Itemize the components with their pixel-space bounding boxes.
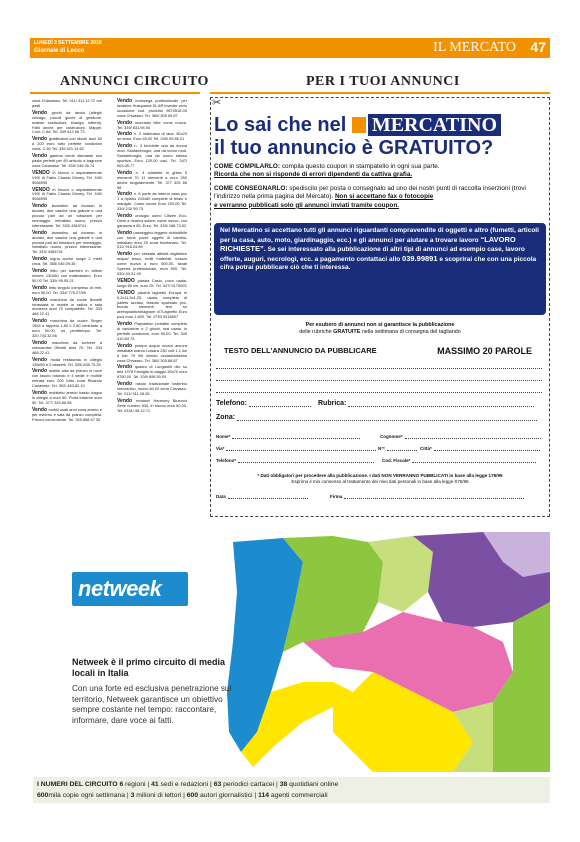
ad-text: mobile sala da pranzo in noce con tavolo rotondo e 4 sedie e mobile entrata euro 200 tutto zona Rivarolo Canavese. Tel. 392/ 453.82.10 (32, 368, 102, 389)
ad-text: lavandino ad incasso in acciaio, due vasche una grande e una piccola pari ad un tubazioni per montaggio, imballato nuovo, prezzo interessante. Tel. 333/ 4383741 (32, 203, 102, 228)
ad-verb: Vendo (117, 321, 135, 328)
section-divider-right (210, 92, 550, 94)
ad-text-line-1[interactable] (216, 368, 542, 369)
stat-number: 63 (213, 781, 222, 788)
phone2-field[interactable] (216, 458, 374, 463)
section-divider-left (30, 92, 200, 94)
ad-verb: VENDO (117, 277, 138, 284)
classified-ad (117, 121, 187, 131)
ad-verb: Vendo (32, 256, 51, 263)
ad-text: macchina da cucire Singer 1954 a tappeto 1,80 x 2,80 centrante a euro 50,00, no perditempo. Tel. 320.743.32.56 (32, 318, 102, 338)
form-max-words: MASSIMO 20 PAROLE (437, 346, 532, 356)
ad-text: macchina da scrivere a cotocamice Olivetti anni 70. Tel. 333 468.22.41 (32, 339, 102, 355)
classified-ad (117, 279, 187, 289)
ad-verb: Vendo (32, 136, 49, 143)
ad-verb: Vendo (32, 406, 49, 413)
ad-verb: VENDO (117, 289, 138, 296)
classified-ad (117, 291, 187, 320)
classified-ad (117, 144, 187, 169)
ad-text: moda restaurata in ciliegio 138x50 e 2 cassetti. Tel. 339/ 839.73.25 (32, 356, 102, 367)
phone-field[interactable] (216, 400, 311, 407)
ad-verb: Vendo (32, 368, 49, 375)
ad-text: mountain bike come nuova. Tel. 339/ 831.94.94 (117, 119, 187, 130)
info-box (214, 223, 546, 315)
numbers-heading: I NUMERI DEL CIRCUITO (37, 781, 120, 788)
ad-verb: Vendo (117, 169, 136, 176)
street-number-label: N°* (378, 446, 385, 451)
ad-text: per cessata attività tagliatrice acqua/ lesso, molti materiali, torsolo come nuova a euro 500,00, taxati Spectra professionale, euro 500. Tel. 030/ 93.31 49 (117, 251, 187, 276)
ad-text: mobiletto arredo basso bagno in ciliegio a euro 50. Porta insieme euro 50. Tel. 377/ 325.66.98 (32, 390, 102, 405)
ad-text: passeggino leggero richiudibile con torna pochi oggetti di cambio, imballato euro 20 zona Montanaro. Tel. 011/ 918.04.89 (117, 229, 187, 250)
ad-text: letto singolo compreso di rete, euro 50,00. Tel. 334/ 779.27/59 (32, 284, 102, 295)
ad-text: n. 3 biciclette una da donna mod. Santambrogio, una da uomo mod. Santambrogio, una da uomo stesso sportiva. Euro 120,00 cad. Tel. 347/ 503.05.77 (117, 143, 187, 168)
privacy-line-2: Esprimo il mio consenso al trattamento dei miei dati personali in base alla legge 675/96 (291, 479, 469, 484)
compile-label: COME COMPILARLO: (214, 163, 281, 170)
ad-text: piastra Casio, poco usata, lungo 60 cm, euro 25. Tel. 347/ 9170003 (117, 277, 188, 288)
stat-number: 114 (258, 792, 270, 799)
netweek-logo (72, 572, 188, 606)
city-field[interactable] (420, 446, 540, 451)
privacy-note (214, 473, 546, 485)
ad-text: orologio uomo Citizen Eco-Drive a ricarica solare, come nuovo, con garanzia a 65. Euro. Tel. 339/ 168.73.52 (117, 213, 187, 228)
info-text-1: Nel Mercatino si accettano tutti gli annunci riguardanti compravendite di oggetti e altro (fumetti, articoli per la casa, auto, moto, giardinaggio, ecc.) e gli annunci per aiutare a trovare lavoro (220, 227, 539, 244)
classified-ad (32, 137, 102, 152)
classified-ad (117, 231, 187, 251)
headline-part-a: Lo sai che nel (214, 114, 347, 136)
info-phone: 039.99891 (402, 253, 438, 263)
signature-label: Firma (330, 494, 343, 499)
classified-ad (117, 344, 187, 364)
classified-ad (117, 171, 187, 191)
note-line-1: Per esubero di annunci non si garantisce la pubblicazione (305, 322, 455, 328)
ad-text: quadro di Longarelli olio su tela 1978 Famiglia in viaggio 50x70 euro 8750,00. Tel. 339/ 696.50.00 (117, 364, 187, 380)
ad-verb: Vendo (32, 229, 52, 236)
info-text-2: Se sei interessato alla pubblicazione di altri tipi di annunci ad esempio case, lavoro offerte, auguri, necrologi, ecc. a pagamento contattaci allo (220, 246, 525, 263)
ad-verb: Vendo (32, 318, 51, 325)
rubrica-label: Rubrica: (318, 400, 347, 407)
classified-ad (32, 341, 102, 356)
ad-verb: Vendo (117, 98, 136, 104)
stat-label: mila copie ogni settimana | (48, 792, 131, 799)
zona-label: Zona: (216, 414, 236, 421)
section-title-annunci-circuito: ANNUNCI CIRCUITO (60, 74, 209, 89)
netweek-logo-text: netweek (78, 576, 162, 601)
section-brand: IL MERCATO (433, 40, 516, 55)
classified-ad (32, 154, 102, 169)
stat-label: sedi e redazioni | (158, 781, 214, 788)
surname-field[interactable] (380, 434, 541, 439)
classified-ad (32, 286, 102, 296)
tax-code-label: Cod. Fiscale* (382, 458, 411, 463)
ad-verb: Vendo (117, 213, 136, 220)
surname-label: Cognome* (380, 434, 403, 439)
compile-warning: Ricorda che non si risponde di errori dipendenti da cattiva grafia. (214, 171, 413, 179)
classified-ad (32, 171, 102, 186)
ad-text: zona Chiavasso. Tel. 011/ 911.12.72 ore pasti (32, 98, 102, 108)
ad-verb: Vendo (117, 191, 134, 198)
ad-text: gamma verde diamante con pasta perfetti per 80 articolo a bagnone zona Canavese. Tel. 339/ 246.26.74 (32, 153, 102, 168)
street-number-field[interactable] (378, 446, 417, 451)
classified-ad (32, 204, 102, 229)
ad-verb: Vendo (117, 381, 136, 388)
privacy-line-1: * Dati obbligatori per procedere alla pubblicazione. I dati NON VERRANNO PUBBLICATI in base alla legge 176/95 (257, 473, 503, 478)
ad-verb: Vendo (117, 229, 134, 236)
stat-number: 38 (279, 781, 288, 788)
ad-text: in blocco o separatamente VHS di Fabio Classic Disney. Tel. 340/ 9066995 (32, 169, 102, 185)
phone-label: Telefono: (216, 400, 247, 407)
note-line-2a: delle rubriche (299, 329, 332, 335)
ad-verb: Vendo (32, 109, 52, 116)
ad-text: mobili usati anni zona arredo e per esterno e sala da pranzo completa. Prezzo conveniente. Tel. 349 858 67 30 (32, 406, 102, 422)
ad-text: rasoio tradizionale ballerino meccanico, nuovo 60,00 zona Chivasso. Tel. 011/ 911.28.05 (117, 381, 187, 396)
ad-text: romanzi Harmony Bluevoir Serie numero 534, in blocco euro 50,00. Tel. 0331/ 96.12.71 (117, 397, 187, 413)
ad-verb: Vendo (32, 390, 49, 397)
form-title-text: TESTO DELL'ANNUNCIO DA PUBBLICARE (224, 346, 377, 355)
ad-verb: Vendo (32, 153, 50, 160)
netweek-panel (33, 532, 550, 772)
ad-verb: Vendo (32, 356, 51, 363)
classified-ad (32, 99, 102, 109)
date-label: Data (216, 494, 226, 499)
street-field[interactable] (216, 446, 376, 451)
rubrica-field[interactable] (318, 400, 534, 407)
stat-label: regioni | (123, 781, 152, 788)
tax-code-field[interactable] (382, 458, 536, 463)
info-text-3: e scoprirai che con una piccola cifra potrai pubblicare ciò che ti interessa. (220, 255, 537, 272)
ad-text: motosega professionale per lavatrice Husqvarna 51 AR inverter verio occasione cod. prodotto 9670516-00 zona Chivasso. Tel. 380/ 309 69 87 (117, 98, 187, 118)
ad-verb: Vendo (32, 284, 49, 291)
circuit-numbers-bar (33, 777, 550, 803)
compile-text: compila questo coupon in stampatello in ogni sua parte. (281, 163, 440, 170)
northern-italy-map (33, 532, 550, 772)
classified-ad (32, 408, 102, 423)
ad-text: Playstation portatile completo di caricatore e 2 giochi, mai usata, in perfette condizioni, euro 50,00. Tel. 349 419 84 73 (117, 321, 187, 341)
stat-label: periodici cartacei | (221, 781, 280, 788)
deliver-warning-2: e verranno pubblicati solo gli annunci inviati tramite coupon. (214, 201, 399, 209)
street-label: Via* (216, 446, 225, 451)
ad-verb: Vendo (117, 251, 135, 258)
name-field[interactable] (216, 434, 360, 439)
classified-ad (32, 111, 102, 136)
stat-number: 600 (37, 792, 49, 799)
stat-label: milioni di lettori | (134, 792, 187, 799)
ad-text: letto per bambini in ottime misure 130x60 con materassino. Euro 50,00 Tel. 339/ 95.95.21 (32, 268, 102, 283)
issue-date: LUNEDÌ 3 SETTEMBRE 2018 (34, 40, 102, 46)
ad-verb: Vendo (117, 397, 136, 404)
classified-ad (117, 322, 187, 342)
classified-ad (117, 214, 187, 229)
ad-text-line-2[interactable] (216, 380, 542, 381)
classifieds-column-1 (32, 99, 102, 424)
classified-ad (32, 358, 102, 368)
section-title-tuoi-annunci: PER I TUOI ANNUNCI (306, 74, 460, 89)
classified-ad (117, 252, 187, 277)
classified-ad (32, 188, 102, 203)
ad-verb: Vendo (32, 203, 52, 210)
stat-number: 600 (186, 792, 199, 799)
ad-verb: Vendo (117, 131, 135, 138)
newspaper-name: Giornale di Lecco (34, 48, 85, 54)
classified-ad (32, 257, 102, 267)
stat-label: agenti commerciali (269, 792, 328, 799)
classified-ad (32, 319, 102, 339)
classified-ad (117, 132, 187, 142)
stat-label: autori giornalistici | (198, 792, 259, 799)
orange-square-icon (352, 117, 366, 133)
publication-note (214, 322, 546, 336)
ad-verb: Vendo (32, 268, 51, 275)
top-bar (30, 38, 550, 58)
ad-verb: Vendo (117, 364, 135, 371)
zona-field[interactable] (216, 414, 537, 421)
deliver-label: COME CONSEGNARLO: (214, 185, 288, 192)
stat-number: 41 (151, 781, 159, 788)
classified-ad (32, 231, 102, 256)
city-label: Città* (420, 446, 432, 451)
deliver-text: spediscilo per posta o consegnalo ad uno dei nostri punti di raccolta inserzioni (trovi l'indirizzo nella prima pagina del Mercato). (214, 185, 526, 201)
ad-verb: Vendo (117, 342, 135, 349)
note-line-2c: nella settimana di consegna del tagliando (361, 329, 461, 335)
compile-instructions (214, 163, 546, 180)
stat-label: quotidiani online (287, 781, 339, 788)
ad-text: piscina laghetto Europa m 5,2x11,5x1,25, usata, completa di pallets acciaio, tessuto spalmato pvc, tenuta elementi, telo su areeoplastichelagrane 4/7Laghetto Euro pool euro 1.800. Tel. 0753 9316607 (117, 289, 187, 320)
ad-verb: VENDO (32, 186, 53, 193)
phone2-label: Telefono* (216, 458, 237, 463)
classified-ad (32, 298, 102, 318)
ad-verb: Vendo (32, 296, 51, 303)
ad-verb: VENDO (32, 169, 53, 176)
stat-number: 6 (119, 781, 124, 788)
classified-ad (117, 99, 187, 119)
signature-field[interactable] (330, 494, 524, 499)
ad-text: legna anche lunga 2 metri circa. Tel. 355/ 045.09.35 (32, 256, 102, 267)
classified-ad (32, 369, 102, 389)
stat-number: 3 (130, 792, 135, 799)
deliver-instructions (214, 185, 546, 210)
classified-ad (117, 399, 187, 414)
ad-text: in blocco o separatamente VHS di Fabio Classic Disney. Tel. 340/ 9066995 (32, 186, 102, 202)
ad-text: lavandino ad incasso in acciaio, due vasche una grande e una piccola pari ad tubazioni per montaggio, imballato nuovo, prezzo interessante. Tel. 333/ 4383741 (32, 229, 102, 255)
ad-text: gratificatori con dischi anni 60 a 200 euro tutto perfette condizioni zona: C.60 Tel. 339 521.14.62 (32, 136, 102, 152)
classified-ad (117, 382, 187, 397)
classified-ad (117, 192, 187, 212)
page-number: 47 (530, 39, 546, 55)
info-quote: “LAVORO RICHIESTE”. (220, 234, 516, 254)
note-line-2b: GRATUITE (333, 329, 361, 335)
ad-text: n. 2 materassi di lana, 80x20 un anno. Euro 40,00 Tel. 339/ 95.85.21 (117, 131, 187, 142)
date-field[interactable] (216, 494, 308, 499)
ad-text: n. 6 porte da interno casa pvc 1 a ripiano 210x60 complete di telaio e maniglie. Come nuove Euro 200,00 Tel. 339/ 215 59 73 (117, 191, 187, 212)
classified-ad (117, 365, 187, 380)
ad-verb: Vendo (117, 119, 135, 126)
scissors-icon: ✂ (212, 97, 222, 109)
ad-verb: Vendo (32, 339, 52, 346)
mercatino-badge: MERCATINO (368, 114, 501, 136)
ad-verb: Vendo (117, 143, 135, 150)
name-label: Nome* (216, 434, 231, 439)
ad-text-line-3[interactable] (216, 392, 542, 393)
ad-text: giochi da tavolo (alleghi chicago, piccoli giochi di gestione, scatole costruzioni, shanga, lotteria). Fatti anche per costruzioni, Mappe. Coni: C.6d. Tel. 349 413 56 73 (32, 109, 102, 135)
classified-ad (32, 391, 102, 406)
ad-text: pompa acqua nuova ancora imballata marca Lowara 230 volt 1,1 kw 6 bar 79 litri minuto occasionissima zona Chivasso. Tel. 380/ 305.88.87 (117, 342, 187, 363)
netweek-description: Con una forte ed esclusiva penetrazione sul territorio, Netweek garantisce un obiettivo sempre costante nel tempo: raccontare, informare, dare voce ai fatti. (72, 684, 232, 725)
ad-text: n. 3 sdraiette in ghisa 5 elementi 70 11 elementi a euro 250 anche singolarmente. Tel. 377 325 66 98 (117, 169, 187, 190)
deliver-warning-1: Non si accettano fax o fotocopie (334, 193, 434, 201)
classifieds-column-2 (117, 99, 187, 416)
coupon-headline-2: il tuo annuncio è GRATUITO? (214, 137, 494, 159)
classified-ad (32, 269, 102, 284)
ad-text: macchina da cucire Bonetti incassata in mobile in radica e sala moderna anni 70 compatibile. Tel. 333 468 22 41 (32, 296, 102, 317)
netweek-title: Netweek è il primo circuito di media locali in Italia (72, 657, 226, 678)
coupon-headline (214, 114, 501, 136)
